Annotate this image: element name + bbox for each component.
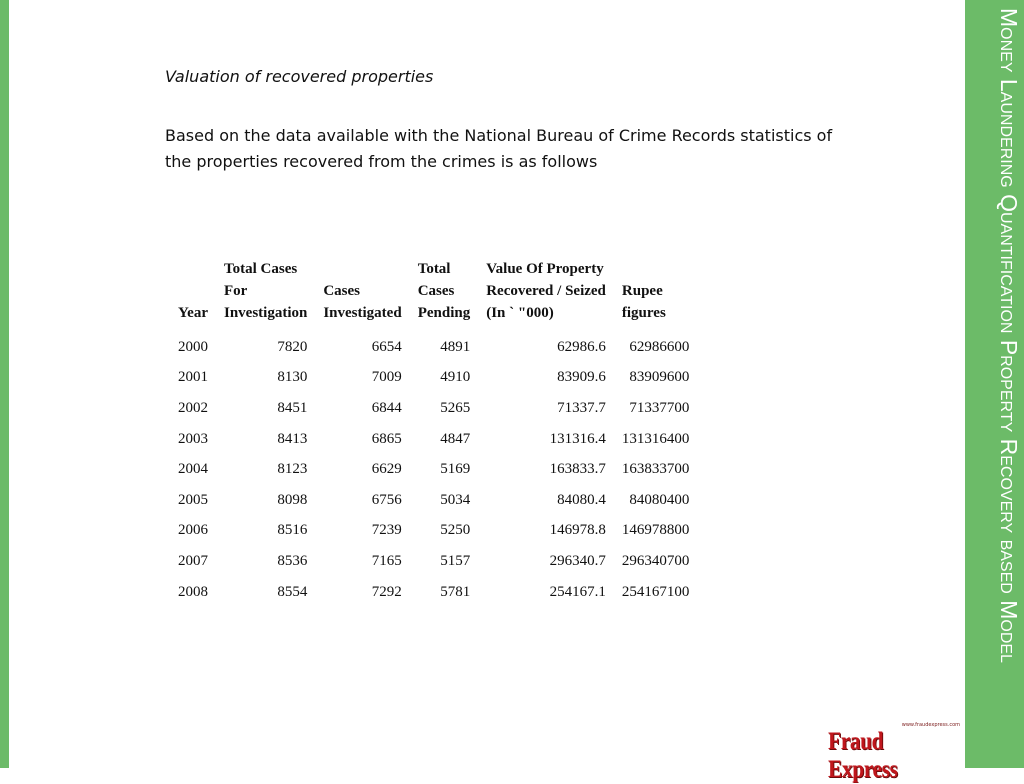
table-cell: 254167.1 — [549, 583, 606, 600]
table-cell: 8516 — [277, 522, 308, 539]
table-body — [172, 332, 699, 607]
table-cell: 5265 — [440, 399, 471, 416]
table-cell: 296340700 — [621, 552, 690, 569]
table-cell: 2005 — [178, 491, 208, 508]
table-cell: 8098 — [277, 491, 308, 508]
table-cell: 83909600 — [629, 369, 690, 386]
table-cell: 6844 — [371, 399, 402, 416]
table-cell: 146978800 — [621, 522, 690, 539]
logo-url: www.fraudexpress.com — [901, 722, 960, 728]
table-cell: 5169 — [440, 461, 471, 478]
column-header-line: Year — [178, 305, 208, 321]
table-cell: 2000 — [178, 338, 208, 355]
table-row — [172, 577, 699, 608]
table-cell: 6756 — [371, 491, 402, 508]
column-header-line: Rupee — [621, 283, 663, 299]
table-cell: 296340.7 — [549, 552, 606, 569]
table-cell: 5034 — [440, 491, 471, 508]
column-header-line: Recovered / Seized — [486, 283, 606, 299]
table-cell: 83909.6 — [557, 369, 606, 386]
table-cell: 163833700 — [621, 461, 690, 478]
table-cell: 5781 — [440, 583, 471, 600]
table-row — [172, 363, 699, 394]
table-cell: 8554 — [277, 583, 308, 600]
fraud-express-logo — [828, 720, 964, 783]
section-subtitle: Valuation of recovered properties — [165, 67, 434, 86]
table-header — [172, 258, 699, 332]
logo-text: Fraud Express — [828, 728, 898, 783]
table-cell: 7292 — [371, 583, 402, 600]
table-cell: 62986600 — [629, 338, 690, 355]
table-cell: 2003 — [178, 430, 208, 447]
table-cell: 4891 — [440, 338, 471, 355]
table-cell: 8123 — [277, 461, 308, 478]
table-cell: 71337.7 — [557, 399, 606, 416]
column-header — [616, 258, 700, 332]
side-title: Money Laundering Quantification Property Recovery based Model — [996, 8, 1022, 663]
column-header-line: Investigation — [224, 305, 308, 321]
table-row — [172, 454, 699, 485]
table-cell: 4847 — [440, 430, 471, 447]
column-header-line: For — [224, 283, 248, 299]
table-cell: 8536 — [277, 552, 308, 569]
table-cell: 7165 — [371, 552, 402, 569]
table-cell: 7820 — [277, 338, 308, 355]
column-header-line: Cases — [417, 283, 455, 299]
table-cell: 5157 — [440, 552, 471, 569]
intro-paragraph: Based on the data available with the National Bureau of Crime Records statistics of the properties recovered from the crimes is as follows — [165, 126, 833, 171]
table-cell: 2008 — [178, 583, 208, 600]
table-cell: 8413 — [277, 430, 308, 447]
column-header-line: Total Cases — [224, 261, 298, 277]
table-cell: 131316400 — [621, 430, 690, 447]
table-row — [172, 485, 699, 516]
left-accent-bar — [0, 0, 9, 768]
column-header-line: Cases — [323, 283, 361, 299]
table-row — [172, 332, 699, 363]
column-header-line: Value Of Property — [486, 261, 604, 277]
table-cell: 6865 — [371, 430, 402, 447]
table-cell: 62986.6 — [557, 338, 606, 355]
table-cell: 71337700 — [629, 399, 690, 416]
column-header — [218, 258, 317, 332]
table-cell: 8130 — [277, 369, 308, 386]
table-cell: 7239 — [371, 522, 402, 539]
table-row — [172, 424, 699, 455]
table-cell: 84080400 — [629, 491, 690, 508]
column-header — [172, 258, 218, 332]
table-cell: 163833.7 — [549, 461, 606, 478]
table-cell: 131316.4 — [549, 430, 606, 447]
table-cell: 84080.4 — [557, 491, 606, 508]
table-cell: 6654 — [371, 338, 402, 355]
table-cell: 254167100 — [621, 583, 690, 600]
column-header — [480, 258, 616, 332]
side-title-bar — [965, 0, 1024, 768]
table-cell: 2002 — [178, 399, 208, 416]
table-cell: 2001 — [178, 369, 208, 386]
column-header-line: figures — [621, 305, 666, 321]
column-header-line: Investigated — [323, 305, 402, 321]
table-cell: 5250 — [440, 522, 471, 539]
recovered-properties-table — [172, 258, 699, 607]
table-cell: 146978.8 — [549, 522, 606, 539]
column-header-line: Total — [417, 261, 451, 277]
column-header — [412, 258, 481, 332]
column-header-line: (In ` "000) — [486, 305, 554, 321]
table-row — [172, 516, 699, 547]
column-header-line: Pending — [417, 305, 471, 321]
column-header — [317, 258, 411, 332]
table-cell: 2004 — [178, 461, 208, 478]
table-cell: 2006 — [178, 522, 208, 539]
table-cell: 6629 — [371, 461, 402, 478]
table-cell: 4910 — [440, 369, 471, 386]
table-row — [172, 546, 699, 577]
table-cell: 8451 — [277, 399, 308, 416]
table-cell: 7009 — [371, 369, 402, 386]
table-cell: 2007 — [178, 552, 208, 569]
table-row — [172, 393, 699, 424]
table-header-row — [172, 258, 699, 332]
